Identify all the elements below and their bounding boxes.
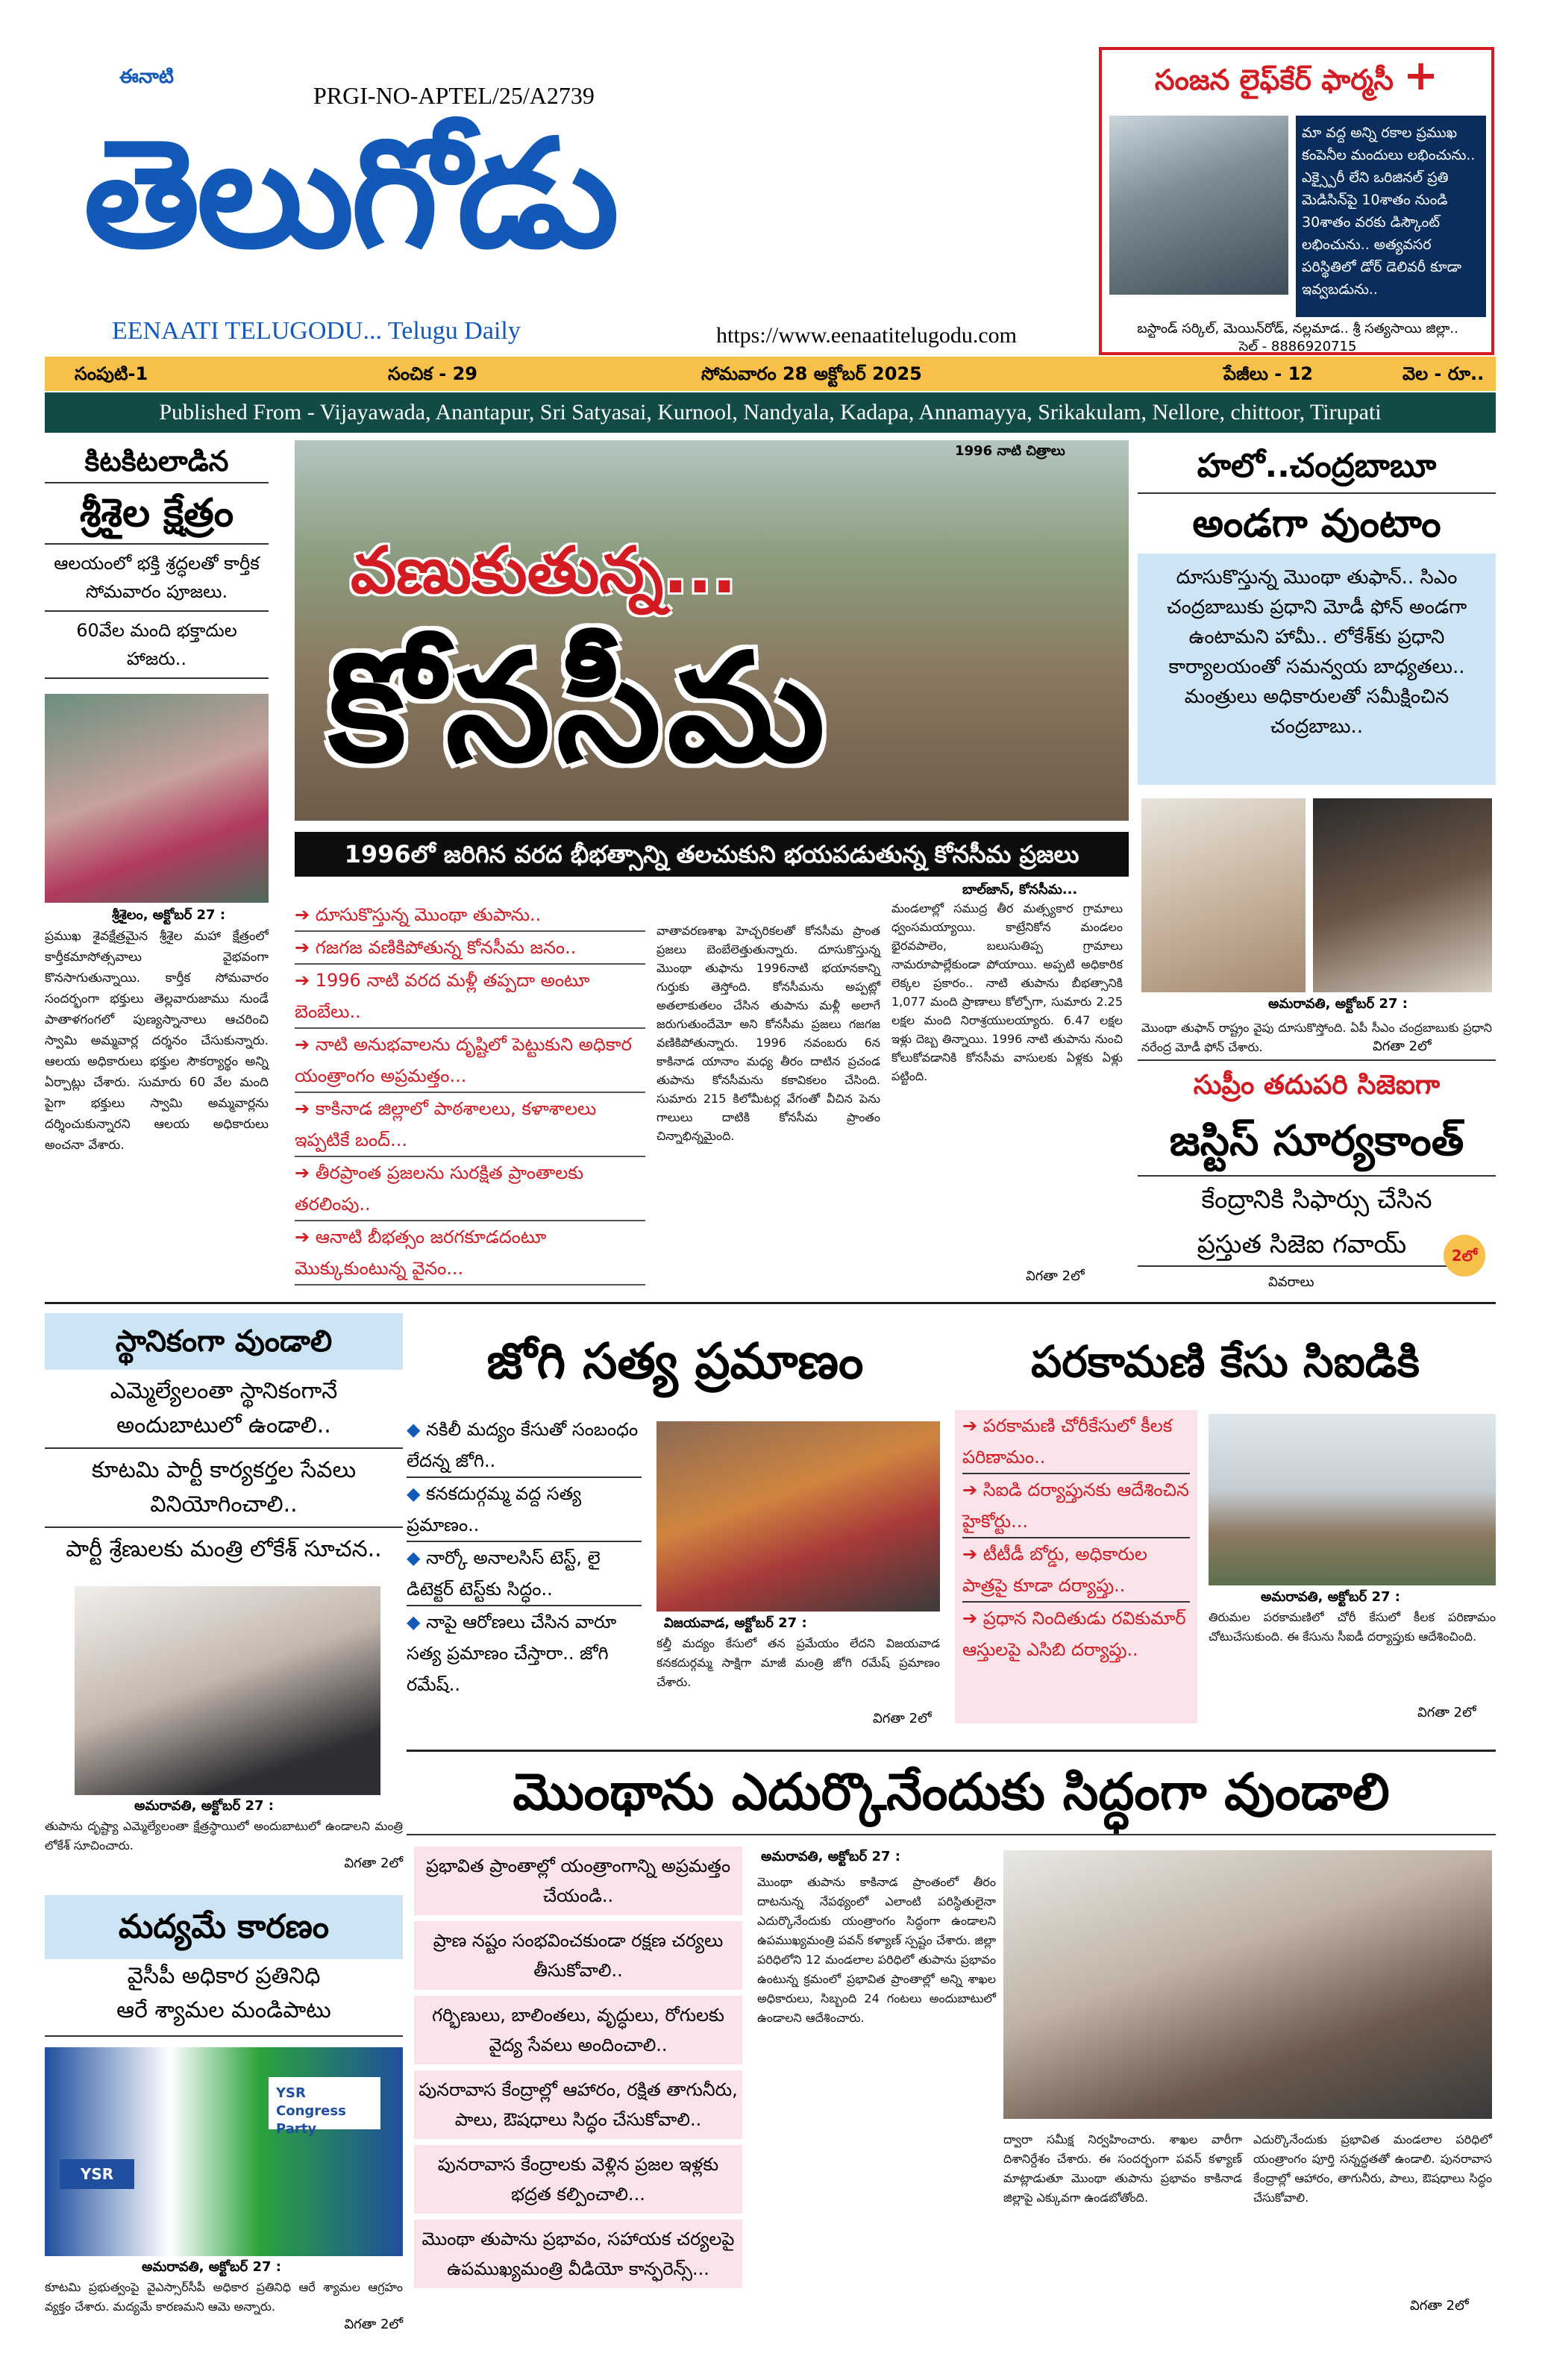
montha-headline: మొంథాను ఎదుర్కొనేందుకు సిద్ధంగా వుండాలి — [407, 1750, 1496, 1835]
montha-box: ప్రభావిత ప్రాంతాల్లో యంత్రాంగాన్ని అప్రమత్తం చేయండి.. — [414, 1847, 742, 1915]
chandrababu-body: మొంథా తుఫాన్ రాష్ట్రం వైపు దూసుకొస్తోంది. ఏపీ సీఎం చంద్రబాబుకు ప్రధాని నరేంద్ర మోడీ ఫోన్ చేశారు. — [1141, 1021, 1492, 1054]
justice-headline: జస్టిస్ సూర్యకాంత్ — [1138, 1108, 1496, 1177]
jogi-bullet: ◆ కనకదుర్గమ్మ వద్ద సత్య ప్రమాణం.. — [407, 1478, 642, 1542]
parakamani-bullet: ➔ సిఐడి దర్యాప్తునకు ఆదేశించిన హైకోర్టు... — [962, 1474, 1190, 1538]
konaseema-dateline: బాల్‌జాన్, కోనసీమ... — [962, 882, 1078, 898]
published-from: Published From - Vijayawada, Anantapur, Sri Satyasai, Kurnool, Nandyala, Kadapa, Annamayya, Srikakulam, Nellore, chittoor, Tirupati — [45, 392, 1496, 433]
prgi-number: PRGI-NO-APTEL/25/A2739 — [313, 82, 595, 109]
konaseema-bullets — [295, 899, 645, 1285]
liquor-sub1: వైసీపీ అధికార ప్రతినిధి — [127, 1963, 321, 1989]
ad-footer — [1109, 320, 1486, 356]
jogi-bullet: ◆ నకిలీ మద్యం కేసుతో సంబంధం లేదన్న జోగి.. — [407, 1414, 642, 1478]
local-item: పార్టీ శ్రేణులకు మంత్రి లోకేశ్ సూచన.. — [66, 1536, 382, 1562]
konaseema-credit: విగతా 2లో — [1026, 1268, 1085, 1284]
srisailam-sub1: ఆలయంలో భక్తి శ్రద్ధలతో కార్తీక సోమవారం పూజలు. — [45, 545, 269, 612]
page-two-badge: 2లో — [1444, 1235, 1485, 1277]
jogi-credit: విగతా 2లో — [873, 1711, 932, 1726]
photo-note: 1996 నాటి చిత్రాలు — [955, 443, 1065, 459]
ad-phone: సెల్ - 8886920715 — [1238, 339, 1357, 354]
montha-dateline: అమరావతి, అక్టోబర్ 27 : — [761, 1849, 900, 1864]
chandrababu-headline-2: అండగా వుంటాం — [1192, 501, 1441, 546]
justice-more: వివరాలు — [1268, 1274, 1314, 1290]
konaseema-body-2: మండలాల్లో సముద్ర తీర మత్స్యకార గ్రామాలు ధ్వంసమయ్యాయి. కాట్రేనికోన మండలం భైరవపాలెం, బలుసుతిప్ప గ్రామాలు నామరూపాల్లేకుండా పోయాయి. అప్పటి అధికారిక లెక్కల ప్రకారం.. నాటి తుపాను బీభత్సానికి 1,077 మంది ప్రాణాలు కోల్పోగా, సుమారు 2.25 లక్షల మంది నిరాశ్రయులయ్యారు. 6.47 లక్షల ఇళ్లు దెబ్బ తిన్నాయి. 1996 నాటి తుపాను నుంచి కోలుకోవడానికి కోనసీమ వాసులకు ఏళ్లకు ఏళ్లు పట్టింది. — [891, 901, 1123, 1083]
shyamala-photo — [45, 2047, 403, 2256]
jogi-body: కల్తీ మద్యం కేసులో తన ప్రమేయం లేదని విజయవాడ కనకదుర్గమ్మ సాక్షిగా మాజీ మంత్రి జోగి రమేష్ ప్రమాణం చేశారు. — [656, 1636, 940, 1689]
konaseema-banner: 1996లో జరిగిన వరద భీభత్సాన్ని తలచుకుని భయపడుతున్న కోనసీమ ప్రజలు — [295, 832, 1129, 877]
chandrababu-credit: విగతా 2లో — [1373, 1039, 1432, 1054]
srisailam-story — [45, 440, 269, 1298]
masthead-small-title: ఈనాటి — [119, 66, 174, 88]
high-court-photo — [1209, 1414, 1496, 1585]
parakamani-bullet: ➔ టీటీడీ బోర్డు, అధికారుల పాత్రపై కూడా దర్యాప్తు.. — [962, 1538, 1190, 1603]
parakamani-body: తిరుమల పరకామణిలో చోరీ కేసులో కీలక పరిణామం చోటుచేసుకుంది. ఈ కేసును సీఐడీ దర్యాప్తుకు ఆదేశించింది. — [1209, 1610, 1496, 1644]
issue: సంచిక - 29 — [388, 363, 477, 384]
liquor-dateline: అమరావతి, అక్టోబర్ 27 : — [142, 2259, 281, 2275]
liquor-credit: విగతా 2లో — [344, 2317, 403, 2332]
local-story — [45, 1313, 403, 1874]
pharmacy-ad — [1099, 47, 1494, 355]
konaseema-body-1: వాతావరణశాఖ హెచ్చరికలతో కోనసీమ ప్రాంత ప్రజలు బెంబేలెత్తుతున్నారు. దూసుకొస్తున్న మొంథా తుఫాను 1996నాటి భయానకాన్ని గుర్తుకు తెస్తోంది. కోనసీమను అప్పట్లో అతలాకుతలం చేసిన తుపాను మళ్లీ అలాగే జరుగుతుందేమో అని కోనసీమ ప్రజలు గజగజ వణికిపోతున్నారు. 1996 నవంబరు 6న కాకినాడ యానాం మధ్య తీరం దాటిన ప్రచండ తుపాను కోనసీమను కకావికలం చేసింది. సుమారు 215 కిలోమీటర్ల వేగంతో వీచిన పెను గాలులు దాటికి కోనసీమ ప్రాంతం చిన్నాభిన్నమైంది. — [656, 924, 880, 1143]
konaseema-bullet: ➔ ఆనాటి బీభత్సం జరగకూడదంటూ మొక్కుకుంటున్న వైనం... — [295, 1221, 645, 1285]
jogi-bullets — [407, 1414, 642, 1700]
dateline-bar — [45, 357, 1496, 391]
volume: సంపుటి-1 — [75, 363, 148, 384]
ysr-label: YSR — [60, 2159, 134, 2189]
konaseema-bullet: ➔ నాటి అనుభవాలను దృష్టిలో పెట్టుకుని అధికార యంత్రాంగం అప్రమత్తం... — [295, 1029, 645, 1093]
plus-icon: + — [1403, 51, 1439, 100]
montha-box: పునరావాస కేంద్రాల్లో ఆహారం, రక్షిత తాగునీరు, పాలు, ఔషధాలు సిద్ధం చేసుకోవాలి.. — [414, 2070, 742, 2139]
srisailam-kicker: కిటకిటలాడిన — [45, 440, 269, 483]
montha-box: గర్భిణులు, బాలింతలు, వృద్ధులు, రోగులకు వైద్య సేవలు అందించాలి.. — [414, 1996, 742, 2064]
chandrababu-dateline: అమరావతి, అక్టోబర్ 27 : — [1268, 996, 1408, 1012]
montha-credit: విగతా 2లో — [1410, 2298, 1469, 2314]
ad-title: సంజన లైఫ్‌కేర్ ఫార్మసీ + — [1154, 51, 1439, 100]
konaseema-bullet: ➔ దూసుకొస్తున్న మొంథా తుపాను.. — [295, 899, 645, 932]
srisailam-headline: శ్రీశైల క్షేత్రం — [45, 483, 269, 545]
chandrababu-story — [1138, 440, 1496, 785]
montha-body-1: మొంథా తుపాను కాకినాడ ప్రాంతంలో తీరం దాటనున్న నేపథ్యంలో ఎలాంటి పరిస్థితులైనా ఎదుర్కొనేందుకు యంత్రాంగం సిద్ధంగా ఉండాలని ఉపముఖ్యమంత్రి పవన్ కళ్యాణ్ స్పష్టం చేశారు. జిల్లా పరిధిలోని 12 మండలాల పరిధిలో తుపాను ప్రభావం ఉంటున్న క్రమంలో ప్రభావిత ప్రాంతాల్లో అన్ని శాఖల అధికారులు, సిబ్బంది 24 గంటలు అందుబాటులో ఉండాలని ఆదేశించారు. — [757, 1875, 996, 2025]
konaseema-bullet: ➔ తీరప్రాంత ప్రజలను సురక్షిత ప్రాంతాలకు తరలింపు.. — [295, 1157, 645, 1221]
chandrababu-headline-1: హలో..చంద్రబాబూ — [1138, 440, 1496, 494]
justice-sub2: ప్రస్తుత సిజెఐ గవాయ్ — [1138, 1224, 1466, 1267]
local-credit: విగతా 2లో — [344, 1856, 403, 1871]
jogi-bullet: ◆ నార్కో అనాలసిస్ టెస్ట్, లై డిటెక్టర్ టెస్ట్‌కు సిద్ధం.. — [407, 1542, 642, 1606]
chandrababu-photo — [1141, 798, 1306, 992]
chandrababu-box: దూసుకొస్తున్న మొంథా తుఫాన్.. సిఎం చంద్రబాబుకు ప్రధాని మోడీ ఫోన్ అండగా ఉంటామని హామీ.. లోకేశ్‌కు ప్రధాని కార్యాలయంతో సమన్వయ బాధ్యతలు.. మంత్రులు అధికారులతో సమీక్షించిన చంద్రబాబు.. — [1138, 554, 1496, 785]
modi-photo — [1313, 798, 1492, 992]
srisailam-dateline: శ్రీశైలం, అక్టోబర్ 27 : — [112, 907, 226, 923]
konaseema-bullet: ➔ కాకినాడ జిల్లాలో పాఠశాలలు, కళాశాలలు ఇప్పటికే బంద్... — [295, 1093, 645, 1157]
divider — [1138, 1059, 1496, 1061]
local-body: తుపాను దృష్ట్యా ఎమ్మెల్యేలంతా క్షేత్రస్థాయిలో అందుబాటులో ఉండాలని మంత్రి లోకేశ్ సూచించారు. — [45, 1819, 403, 1853]
montha-box: పునరావాస కేంద్రాలకు వెళ్లిన ప్రజల ఇళ్లకు భద్రత కల్పించాలి... — [414, 2145, 742, 2214]
justice-sub1: కేంద్రానికి సిఫార్సు చేసిన — [1201, 1185, 1432, 1215]
lokesh-photo — [75, 1586, 380, 1795]
montha-box: మొంథా తుపాను ప్రభావం, సహాయక చర్యలపై ఉపముఖ్యమంత్రి వీడియో కాన్ఫరెన్స్... — [414, 2220, 742, 2288]
parakamani-bullet: ➔ పరకామణి చోరీకేసులో కీలక పరిణామం.. — [962, 1410, 1190, 1474]
pages: పేజీలు - 12 — [1223, 363, 1313, 384]
jogi-headline: జోగి సత్య ప్రమాణం — [486, 1333, 864, 1390]
konaseema-headline-top: వణుకుతున్న... — [351, 533, 737, 608]
parakamani-bullets — [955, 1410, 1197, 1723]
website-url[interactable]: https://www.eenaatitelugodu.com — [716, 323, 1017, 348]
liquor-sub2: ఆరే శ్యామల మండిపాటు — [45, 1994, 403, 2037]
parakamani-dateline: అమరావతి, అక్టోబర్ 27 : — [1261, 1589, 1400, 1605]
liquor-story — [45, 1895, 403, 2335]
masthead-logo: తెలుగోడు — [84, 106, 617, 281]
justice-kicker: సుప్రీం తదుపరి సిజెఐగా — [1193, 1070, 1441, 1100]
srisailam-body: ప్రముఖ శైవక్షేత్రమైన శ్రీశైల మహా క్షేత్రంలో కార్తీకమాసోత్సవాలు వైభవంగా కొనసాగుతున్నాయి. కార్తీక సోమవారం సందర్భంగా భక్తులు తెల్లవారుజాము నుండే పాతాళగంగలో పుణ్యస్నానాలు ఆచరించి స్వామి అమ్మవార్ల దర్శనం చేసుకున్నారు. ఆలయ అధికారులు భక్తుల సౌకర్యార్థం అన్ని ఏర్పాట్లు చేశారు. సుమారు 60 వేల మంది పైగా భక్తులు స్వామి అమ్మవార్లను దర్శించుకున్నారని ఆలయ అధికారులు అంచనా వేశారు. — [45, 929, 269, 1153]
ad-address: బస్టాండ్ సర్కిల్, మెయిన్‌రోడ్, నల్లమాడ.. శ్రీ సత్యసాయి జిల్లా.. — [1137, 321, 1458, 336]
ysr-poster: YSR Congress Party — [269, 2077, 380, 2129]
montha-body-2: ద్వారా సమీక్ష నిర్వహించారు. శాఖల వారీగా దిశానిర్దేశం చేశారు. ఈ సందర్భంగా పవన్ కళ్యాణ్ మాట్లాడుతూ మొంథా తుపాను ప్రభావం కాకినాడ జిల్లాపై ఎక్కువగా ఉండబోతోంది. — [1003, 2132, 1242, 2205]
montha-body-3: ఎదుర్కొనేందుకు ప్రభావిత మండలాల పరిధిలో యంత్రాంగం పూర్తి సన్నద్ధతతో ఉండాలి. పునరావాస కేంద్రాల్లో ఆహారం, తాగునీరు, పాలు, ఔషధాలు సిద్ధం చేసుకోవాలి. — [1253, 2132, 1492, 2205]
price: వెల - రూ.. — [1402, 363, 1485, 384]
srisailam-photo — [45, 694, 269, 903]
parakamani-credit: విగతా 2లో — [1417, 1705, 1476, 1720]
pawan-photo — [1003, 1850, 1492, 2119]
jogi-dateline: విజయవాడ, అక్టోబర్ 27 : — [664, 1615, 807, 1631]
parakamani-headline: పరకామణి కేసు సిఐడికి — [1031, 1336, 1420, 1387]
konaseema-bullet: ➔ గజగజ వణికిపోతున్న కోనసీమ జనం.. — [295, 932, 645, 965]
local-dateline: అమరావతి, అక్టోబర్ 27 : — [134, 1798, 274, 1814]
english-name: EENAATI TELUGODU... Telugu Daily — [112, 317, 521, 345]
parakamani-bullet: ➔ ప్రధాన నిందితుడు రవికుమార్ ఆస్తులపై ఎసిబి దర్యాప్తు.. — [962, 1603, 1190, 1665]
srisailam-sub2: 60వేల మంది భక్తాదుల హాజరు.. — [45, 612, 269, 679]
date: సోమవారం 28 అక్టోబర్ 2025 — [701, 363, 922, 384]
local-item: కూటమి పార్టీ కార్యకర్తల సేవలు వినియోగించాలి.. — [45, 1449, 403, 1528]
konaseema-headline-main: కోనసీమ — [328, 621, 831, 795]
liquor-body: కూటమి ప్రభుత్వంపై వైఎస్సార్‌సీపీ అధికార ప్రతినిధి ఆరే శ్యామల ఆగ్రహం వ్యక్తం చేశారు. మద్యమే కారణమని ఆమె అన్నారు. — [45, 2280, 403, 2314]
jogi-bullet: ◆ నాపై ఆరోణలు చేసిన వారూ సత్య ప్రమాణం చేస్తారా.. జోగి రమేష్.. — [407, 1606, 642, 1700]
liquor-headline: మద్యమే కారణం — [45, 1895, 403, 1959]
montha-boxes — [414, 1847, 742, 2288]
divider — [45, 1302, 1496, 1304]
local-item: ఎమ్మెల్యేలంతా స్థానికంగానే అందుబాటులో ఉండాలి.. — [45, 1370, 403, 1449]
ad-text: మా వద్ద అన్ని రకాల ప్రముఖ కంపెనీల మందులు లభించును.. ఎక్స్పైరీ లేని ఒరిజినల్ ప్రతి మెడిసిన్‌పై 10శాతం నుండి 30శాతం వరకు డిస్కౌంట్ లభించును.. అత్యవసర పరిస్థితిలో డోర్ డెలివరీ కూడా ఇవ్వబడును.. — [1296, 116, 1486, 317]
konaseema-bullet: ➔ 1996 నాటి వరద మళ్లీ తప్పదా అంటూ బెంబేలు.. — [295, 965, 645, 1029]
jogi-photo — [656, 1421, 940, 1612]
local-headline: స్థానికంగా వుండాలి — [45, 1313, 403, 1370]
montha-box: ప్రాణ నష్టం సంభవించకుండా రక్షణ చర్యలు తీసుకోవాలి.. — [414, 1921, 742, 1990]
pharmacy-photo — [1109, 116, 1288, 295]
